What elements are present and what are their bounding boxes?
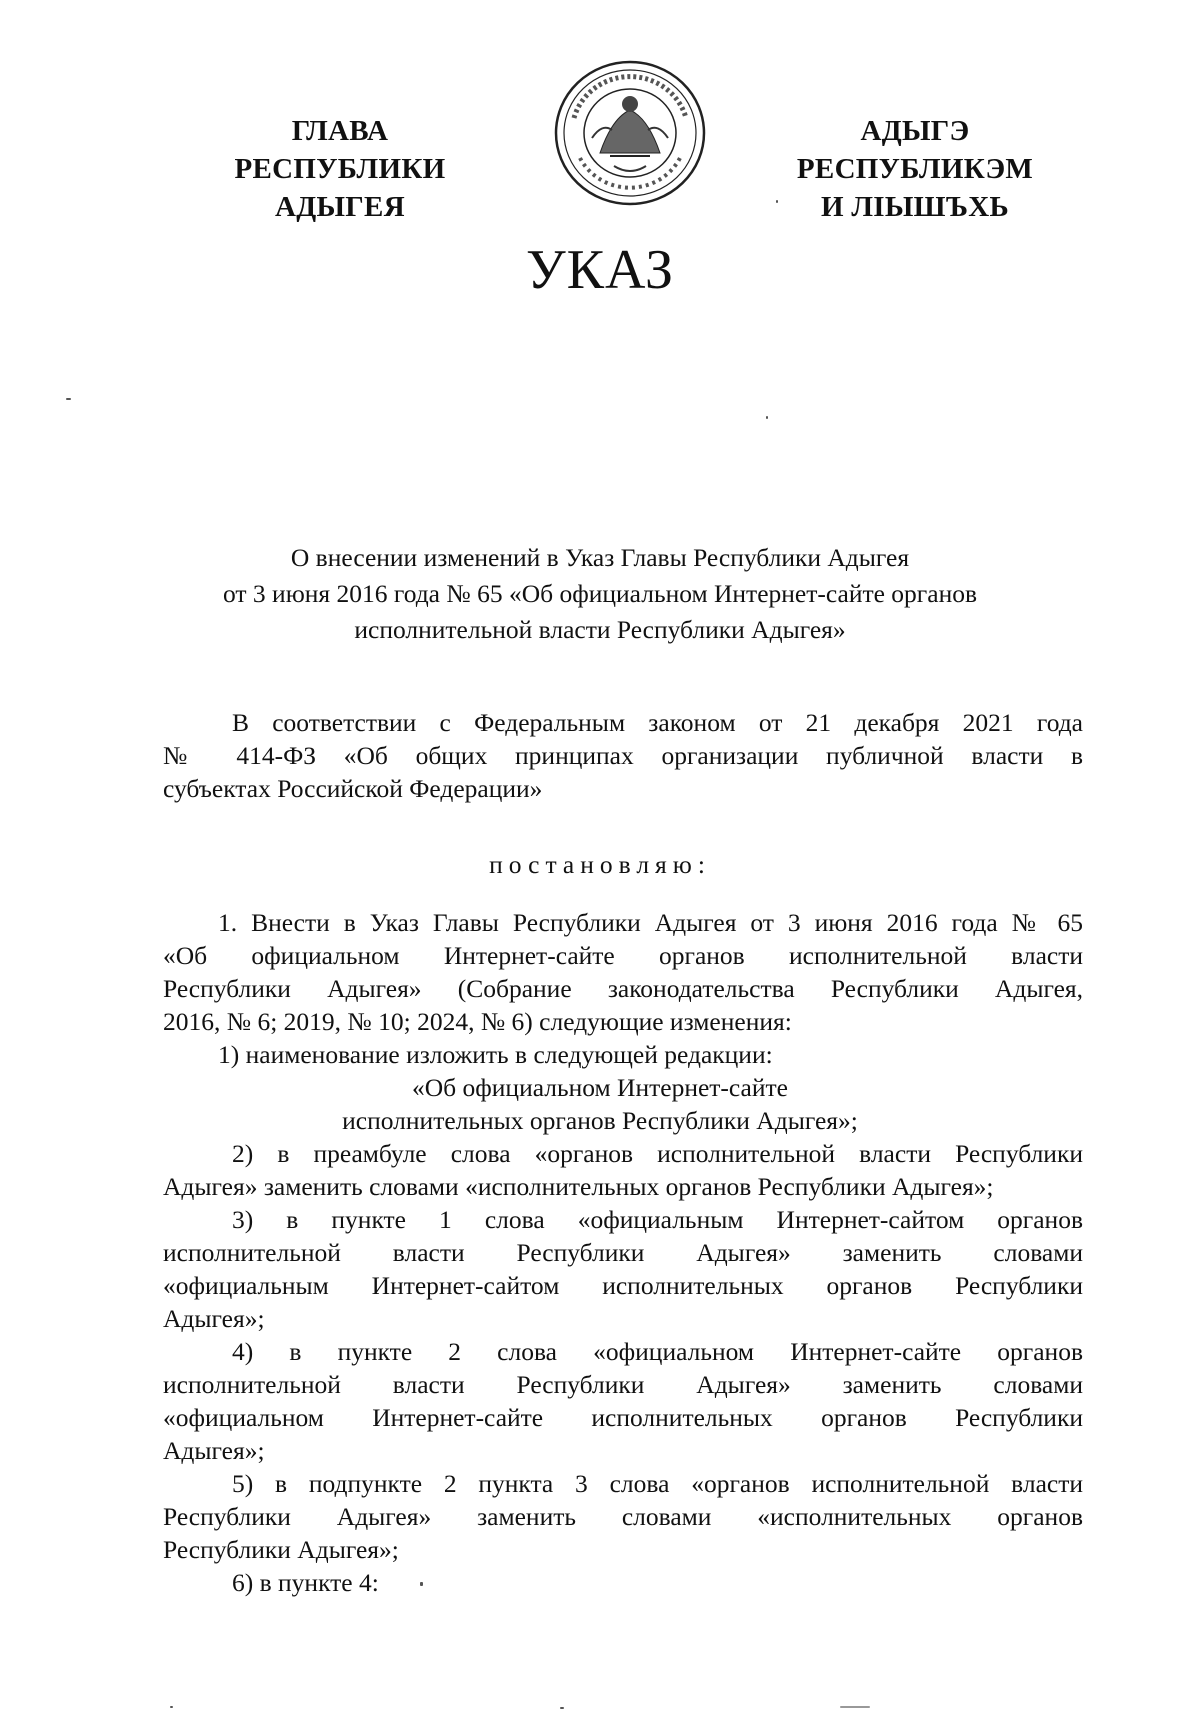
header-left bbox=[170, 112, 510, 226]
paragraph-line: «Об официальном Интернет-сайте органов исполнительной власти bbox=[163, 941, 1083, 970]
preamble-line: В соответствии с Федеральным законом от 21 декабря 2021 года bbox=[232, 708, 1083, 737]
item-line: Республики Адыгея»; bbox=[163, 1535, 399, 1564]
item-line: 1) наименование изложить в следующей редакции: bbox=[218, 1040, 773, 1069]
scan-speck bbox=[560, 1707, 564, 1709]
subject-line: О внесении изменений в Указ Главы Республики Адыгея bbox=[290, 543, 910, 572]
quoted-title-line: «Об официальном Интернет-сайте bbox=[412, 1073, 788, 1102]
item-line: «официальном Интернет-сайте исполнительных органов Республики bbox=[163, 1403, 1083, 1432]
header-right-line2: И ЛІЫШЪХЬ bbox=[820, 191, 1010, 223]
quoted-title-line: исполнительных органов Республики Адыгея»; bbox=[342, 1106, 858, 1135]
subject-line: исполнительной власти Республики Адыгея» bbox=[354, 615, 846, 644]
item-line: 4) в пункте 2 слова «официальном Интернет-сайте органов bbox=[232, 1337, 1083, 1366]
item-line: 6) в пункте 4: bbox=[232, 1568, 379, 1597]
decree-word: постановляю: bbox=[489, 850, 711, 879]
document-subject bbox=[150, 540, 1050, 648]
item-line: исполнительной власти Республики Адыгея» заменить словами bbox=[163, 1370, 1083, 1399]
scan-speck bbox=[840, 1706, 870, 1708]
item-line: 3) в пункте 1 слова «официальным Интернет-сайтом органов bbox=[232, 1205, 1083, 1234]
subject-line: от 3 июня 2016 года № 65 «Об официальном Интернет-сайте органов bbox=[222, 579, 978, 608]
item-line: исполнительной власти Республики Адыгея» заменить словами bbox=[163, 1238, 1083, 1267]
coat-of-arms-seal-icon bbox=[552, 58, 708, 208]
header-left-line1: ГЛАВА bbox=[291, 115, 389, 147]
item-line: 2) в преамбуле слова «органов исполнительной власти Республики bbox=[232, 1139, 1083, 1168]
item-line: Республики Адыгея» заменить словами «исполнительных органов bbox=[163, 1502, 1083, 1531]
document-title: УКАЗ bbox=[525, 239, 675, 301]
header-left-line2: РЕСПУБЛИКИ АДЫГЕЯ bbox=[234, 153, 446, 223]
header-right-line1: АДЫГЭ РЕСПУБЛИКЭМ bbox=[796, 115, 1034, 185]
scan-speck bbox=[766, 416, 768, 419]
preamble-line: субъектах Российской Федерации» bbox=[163, 774, 543, 803]
item-line: Адыгея»; bbox=[163, 1436, 265, 1465]
item-line: Адыгея» заменить словами «исполнительных органов Республики Адыгея»; bbox=[163, 1172, 994, 1201]
item-line: Адыгея»; bbox=[163, 1304, 265, 1333]
item-line: «официальным Интернет-сайтом исполнительных органов Республики bbox=[163, 1271, 1083, 1300]
item-line: 5) в подпункте 2 пункта 3 слова «органов исполнительной власти bbox=[232, 1469, 1083, 1498]
scan-speck bbox=[420, 1582, 423, 1586]
scan-speck bbox=[776, 200, 778, 203]
paragraph-line: Республики Адыгея» (Собрание законодательства Республики Адыгея, bbox=[163, 974, 1083, 1003]
preamble-line: № 414-ФЗ «Об общих принципах организации публичной власти в bbox=[163, 741, 1083, 770]
paragraph-line: 1. Внести в Указ Главы Республики Адыгея от 3 июня 2016 года № 65 bbox=[218, 908, 1083, 937]
paragraph-line: 2016, № 6; 2019, № 10; 2024, № 6) следующие изменения: bbox=[163, 1007, 792, 1036]
scan-speck bbox=[170, 1706, 173, 1708]
header-right bbox=[740, 112, 1090, 226]
scan-speck bbox=[66, 398, 71, 400]
